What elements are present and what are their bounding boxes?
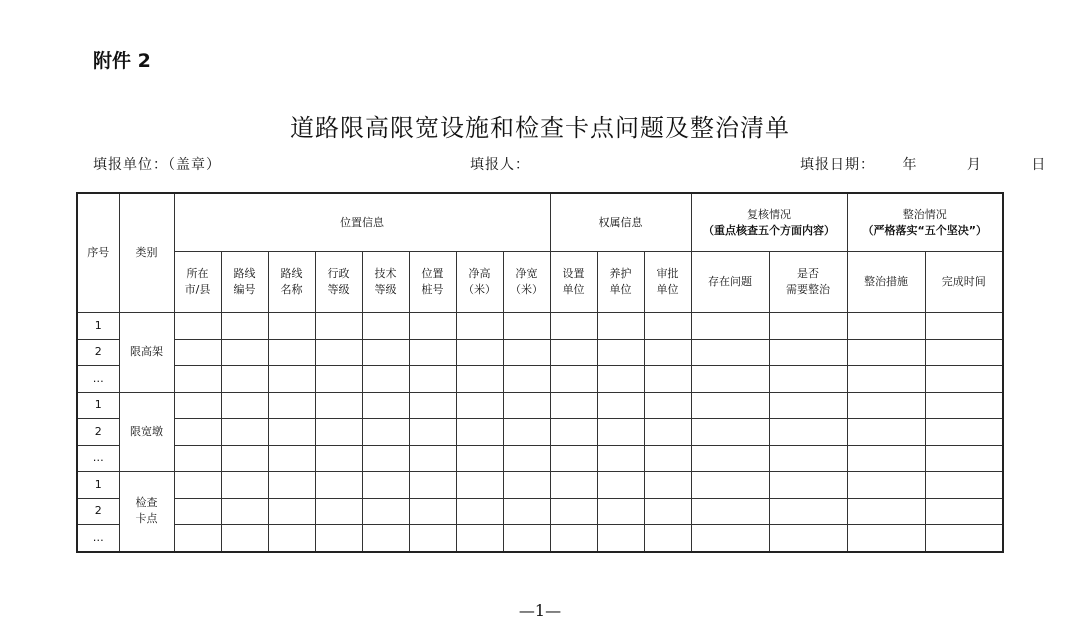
table-cell[interactable] bbox=[315, 366, 362, 393]
subheader-tech-grade bbox=[362, 252, 409, 313]
subheader-need-rectify bbox=[769, 252, 847, 313]
table-cell[interactable] bbox=[503, 525, 550, 552]
table-cell[interactable] bbox=[644, 419, 691, 446]
table-cell[interactable] bbox=[925, 313, 1003, 340]
table-cell[interactable] bbox=[597, 472, 644, 499]
table-cell[interactable] bbox=[268, 498, 315, 525]
page-number: —1— bbox=[518, 601, 562, 620]
subheader-maint-unit bbox=[597, 252, 644, 313]
table-cell[interactable] bbox=[362, 525, 409, 552]
table-cell[interactable] bbox=[362, 419, 409, 446]
table-cell[interactable] bbox=[409, 445, 456, 472]
table-cell[interactable] bbox=[597, 525, 644, 552]
table-cell[interactable] bbox=[550, 498, 597, 525]
table-cell[interactable] bbox=[315, 313, 362, 340]
row-seq: 1 bbox=[77, 313, 119, 340]
table-row bbox=[77, 339, 1003, 366]
row-seq: 2 bbox=[77, 498, 119, 525]
table-cell[interactable] bbox=[769, 313, 847, 340]
table-cell[interactable] bbox=[315, 525, 362, 552]
row-seq: 2 bbox=[77, 419, 119, 446]
table-cell[interactable] bbox=[409, 498, 456, 525]
table-cell[interactable] bbox=[847, 419, 925, 446]
table-cell[interactable] bbox=[268, 445, 315, 472]
table-cell[interactable] bbox=[268, 339, 315, 366]
review-note: （重点核查五个方面内容） bbox=[703, 223, 835, 237]
subheader-road-no-l2: 编号 bbox=[233, 283, 256, 296]
table-cell[interactable] bbox=[550, 392, 597, 419]
table-cell[interactable] bbox=[503, 313, 550, 340]
table-cell[interactable] bbox=[221, 445, 268, 472]
fill-date bbox=[800, 154, 1046, 174]
table-cell[interactable] bbox=[550, 419, 597, 446]
subheader-admin-l2: 等级 bbox=[327, 283, 350, 296]
subheader-width-l2: （米） bbox=[510, 283, 543, 296]
subheader-admin-l1: 行政 bbox=[327, 267, 350, 280]
table-row bbox=[77, 392, 1003, 419]
table-cell[interactable] bbox=[644, 445, 691, 472]
table-cell[interactable] bbox=[315, 392, 362, 419]
subheader-setup-l1: 设置 bbox=[562, 267, 585, 280]
date-year-label: 年 bbox=[902, 157, 918, 173]
subheader-width-l1: 净宽 bbox=[515, 267, 538, 280]
subheader-city bbox=[174, 252, 221, 313]
header-location-group: 位置信息 bbox=[174, 193, 550, 252]
header-review-group bbox=[691, 193, 847, 252]
table-cell[interactable] bbox=[691, 498, 769, 525]
table-cell[interactable] bbox=[174, 498, 221, 525]
table-cell[interactable] bbox=[268, 313, 315, 340]
table-cell[interactable] bbox=[221, 419, 268, 446]
table-cell[interactable] bbox=[769, 392, 847, 419]
table-cell[interactable] bbox=[362, 472, 409, 499]
table-cell[interactable] bbox=[769, 339, 847, 366]
subheader-clear-width bbox=[503, 252, 550, 313]
row-seq: 2 bbox=[77, 339, 119, 366]
table-cell[interactable] bbox=[597, 339, 644, 366]
table-cell[interactable] bbox=[221, 313, 268, 340]
table-cell[interactable] bbox=[769, 498, 847, 525]
table-cell[interactable] bbox=[503, 419, 550, 446]
table-cell[interactable] bbox=[174, 392, 221, 419]
table-cell[interactable] bbox=[456, 313, 503, 340]
table-cell[interactable] bbox=[174, 419, 221, 446]
table-cell[interactable] bbox=[174, 525, 221, 552]
fill-person-label: 填报人： bbox=[470, 157, 530, 173]
subheader-need-l2: 需要整治 bbox=[786, 283, 830, 296]
date-month-label: 月 bbox=[966, 157, 982, 173]
table-cell[interactable] bbox=[221, 366, 268, 393]
table-cell[interactable] bbox=[644, 366, 691, 393]
table-cell[interactable] bbox=[221, 525, 268, 552]
table-cell[interactable] bbox=[362, 339, 409, 366]
table-cell[interactable] bbox=[925, 419, 1003, 446]
header-category: 类别 bbox=[119, 193, 174, 313]
table-cell[interactable] bbox=[550, 472, 597, 499]
table-cell[interactable] bbox=[691, 472, 769, 499]
subheader-maint-l2: 单位 bbox=[609, 283, 632, 296]
table-cell[interactable] bbox=[503, 339, 550, 366]
table-cell[interactable] bbox=[409, 392, 456, 419]
header-seq: 序号 bbox=[77, 193, 119, 313]
table-row bbox=[77, 445, 1003, 472]
table-row bbox=[77, 419, 1003, 446]
subheader-measure: 整治措施 bbox=[847, 252, 925, 313]
table-cell[interactable] bbox=[268, 392, 315, 419]
table-cell[interactable] bbox=[503, 472, 550, 499]
table-cell[interactable] bbox=[409, 525, 456, 552]
table-cell[interactable] bbox=[456, 472, 503, 499]
table-cell[interactable] bbox=[550, 339, 597, 366]
table-cell[interactable] bbox=[644, 392, 691, 419]
header-row-2 bbox=[77, 252, 1003, 313]
subheader-city-l2: 市/县 bbox=[184, 283, 211, 296]
subheader-stake bbox=[409, 252, 456, 313]
subheader-road-no-l1: 路线 bbox=[233, 267, 256, 280]
table-cell[interactable] bbox=[174, 445, 221, 472]
table-cell[interactable] bbox=[503, 392, 550, 419]
table-cell[interactable] bbox=[362, 366, 409, 393]
table-cell[interactable] bbox=[174, 472, 221, 499]
table-cell[interactable] bbox=[847, 366, 925, 393]
row-seq: … bbox=[77, 366, 119, 393]
table-cell[interactable] bbox=[691, 392, 769, 419]
table-cell[interactable] bbox=[769, 525, 847, 552]
table-cell[interactable] bbox=[597, 498, 644, 525]
table-cell[interactable] bbox=[174, 313, 221, 340]
table-cell[interactable] bbox=[315, 472, 362, 499]
table-cell[interactable] bbox=[597, 419, 644, 446]
table-cell[interactable] bbox=[644, 339, 691, 366]
table-cell[interactable] bbox=[597, 445, 644, 472]
table-cell[interactable] bbox=[644, 472, 691, 499]
subheader-tech-l1: 技术 bbox=[374, 267, 397, 280]
table-cell[interactable] bbox=[925, 445, 1003, 472]
table-cell[interactable] bbox=[847, 392, 925, 419]
subheader-height-l2: （米） bbox=[463, 283, 496, 296]
table-cell[interactable] bbox=[644, 498, 691, 525]
table-cell[interactable] bbox=[691, 339, 769, 366]
fill-date-label: 填报日期： bbox=[800, 157, 875, 173]
table-cell[interactable] bbox=[925, 392, 1003, 419]
category-height-barrier: 限高架 bbox=[119, 313, 174, 393]
table-cell[interactable] bbox=[503, 366, 550, 393]
table-cell[interactable] bbox=[847, 525, 925, 552]
subheader-setup-unit bbox=[550, 252, 597, 313]
subheader-issue: 存在问题 bbox=[691, 252, 769, 313]
table-cell[interactable] bbox=[550, 313, 597, 340]
subheader-done-time: 完成时间 bbox=[925, 252, 1003, 313]
table-cell[interactable] bbox=[315, 498, 362, 525]
subheader-clear-height bbox=[456, 252, 503, 313]
table-cell[interactable] bbox=[550, 445, 597, 472]
table-cell[interactable] bbox=[268, 366, 315, 393]
table-cell[interactable] bbox=[847, 313, 925, 340]
table-row bbox=[77, 472, 1003, 499]
table-cell[interactable] bbox=[691, 525, 769, 552]
table-cell[interactable] bbox=[925, 472, 1003, 499]
table-cell[interactable] bbox=[597, 392, 644, 419]
table-cell[interactable] bbox=[847, 472, 925, 499]
table-cell[interactable] bbox=[847, 498, 925, 525]
subheader-road-name-l1: 路线 bbox=[280, 267, 303, 280]
table-cell[interactable] bbox=[456, 419, 503, 446]
table-cell[interactable] bbox=[456, 339, 503, 366]
table-row bbox=[77, 313, 1003, 340]
table-cell[interactable] bbox=[362, 498, 409, 525]
page-title: 道路限高限宽设施和检查卡点问题及整治清单 bbox=[290, 114, 790, 142]
subheader-approve-l1: 审批 bbox=[656, 267, 679, 280]
row-seq: … bbox=[77, 445, 119, 472]
table-cell[interactable] bbox=[174, 366, 221, 393]
table-cell[interactable] bbox=[597, 366, 644, 393]
rectify-title: 整治情况 bbox=[902, 207, 947, 221]
subheader-approve-l2: 单位 bbox=[656, 283, 679, 296]
subheader-stake-l1: 位置 bbox=[421, 267, 444, 280]
table-cell[interactable] bbox=[315, 419, 362, 446]
table-cell[interactable] bbox=[174, 339, 221, 366]
category-checkpoint-l1: 检查 bbox=[135, 496, 158, 510]
subheader-height-l1: 净高 bbox=[468, 267, 491, 280]
table-cell[interactable] bbox=[550, 525, 597, 552]
table-cell[interactable] bbox=[925, 339, 1003, 366]
subheader-need-l1: 是否 bbox=[797, 267, 819, 280]
table-cell[interactable] bbox=[268, 525, 315, 552]
table-cell[interactable] bbox=[691, 419, 769, 446]
subheader-setup-l2: 单位 bbox=[562, 283, 585, 296]
row-seq: 1 bbox=[77, 472, 119, 499]
rectification-table bbox=[76, 192, 1004, 553]
table-cell[interactable] bbox=[644, 313, 691, 340]
attachment-label: 附件 2 bbox=[93, 50, 151, 72]
category-checkpoint bbox=[119, 472, 174, 552]
table-row bbox=[77, 366, 1003, 393]
table-cell[interactable] bbox=[456, 525, 503, 552]
table-row bbox=[77, 498, 1003, 525]
table-cell[interactable] bbox=[409, 339, 456, 366]
table-cell[interactable] bbox=[691, 366, 769, 393]
table-cell[interactable] bbox=[221, 472, 268, 499]
subheader-admin-grade bbox=[315, 252, 362, 313]
table-cell[interactable] bbox=[503, 498, 550, 525]
table-cell[interactable] bbox=[925, 525, 1003, 552]
header-rectify-group bbox=[847, 193, 1003, 252]
subheader-city-l1: 所在 bbox=[186, 267, 209, 280]
table-cell[interactable] bbox=[847, 445, 925, 472]
table-cell[interactable] bbox=[268, 419, 315, 446]
subheader-approve-unit bbox=[644, 252, 691, 313]
fill-unit-label: 填报单位：（盖章） bbox=[93, 157, 221, 173]
table-cell[interactable] bbox=[362, 445, 409, 472]
subheader-stake-l2: 桩号 bbox=[421, 283, 444, 296]
header-ownership-group: 权属信息 bbox=[550, 193, 691, 252]
table-cell[interactable] bbox=[925, 366, 1003, 393]
review-title: 复核情况 bbox=[747, 207, 791, 221]
table-cell[interactable] bbox=[550, 366, 597, 393]
table-cell[interactable] bbox=[221, 498, 268, 525]
table-cell[interactable] bbox=[456, 498, 503, 525]
table-cell[interactable] bbox=[597, 313, 644, 340]
table-cell[interactable] bbox=[691, 445, 769, 472]
table-cell[interactable] bbox=[456, 366, 503, 393]
date-day-label: 日 bbox=[1031, 157, 1047, 173]
table-row bbox=[77, 525, 1003, 552]
header-row-1 bbox=[77, 193, 1003, 252]
table-cell[interactable] bbox=[644, 525, 691, 552]
table-cell[interactable] bbox=[409, 313, 456, 340]
table-cell[interactable] bbox=[769, 366, 847, 393]
row-seq: 1 bbox=[77, 392, 119, 419]
table-cell[interactable] bbox=[315, 339, 362, 366]
rectify-note: （严格落实“五个坚决”） bbox=[862, 223, 987, 237]
table-cell[interactable] bbox=[268, 472, 315, 499]
table-cell[interactable] bbox=[221, 339, 268, 366]
table-cell[interactable] bbox=[409, 366, 456, 393]
subheader-tech-l2: 等级 bbox=[374, 283, 397, 296]
table-cell[interactable] bbox=[456, 445, 503, 472]
subheader-road-name bbox=[268, 252, 315, 313]
table-cell[interactable] bbox=[362, 313, 409, 340]
table-cell[interactable] bbox=[925, 498, 1003, 525]
category-checkpoint-l2: 卡点 bbox=[135, 512, 158, 526]
row-seq: … bbox=[77, 525, 119, 552]
table-cell[interactable] bbox=[315, 445, 362, 472]
table-cell[interactable] bbox=[503, 445, 550, 472]
subheader-maint-l1: 养护 bbox=[609, 267, 632, 280]
table-cell[interactable] bbox=[362, 392, 409, 419]
table-cell[interactable] bbox=[409, 472, 456, 499]
table-cell[interactable] bbox=[221, 392, 268, 419]
table-cell[interactable] bbox=[409, 419, 456, 446]
table-cell[interactable] bbox=[847, 339, 925, 366]
table-cell[interactable] bbox=[769, 445, 847, 472]
category-width-pier: 限宽墩 bbox=[119, 392, 174, 472]
subheader-road-name-l2: 名称 bbox=[280, 283, 303, 296]
table-cell[interactable] bbox=[456, 392, 503, 419]
subheader-road-no bbox=[221, 252, 268, 313]
table-cell[interactable] bbox=[691, 313, 769, 340]
table-cell[interactable] bbox=[769, 419, 847, 446]
table-cell[interactable] bbox=[769, 472, 847, 499]
